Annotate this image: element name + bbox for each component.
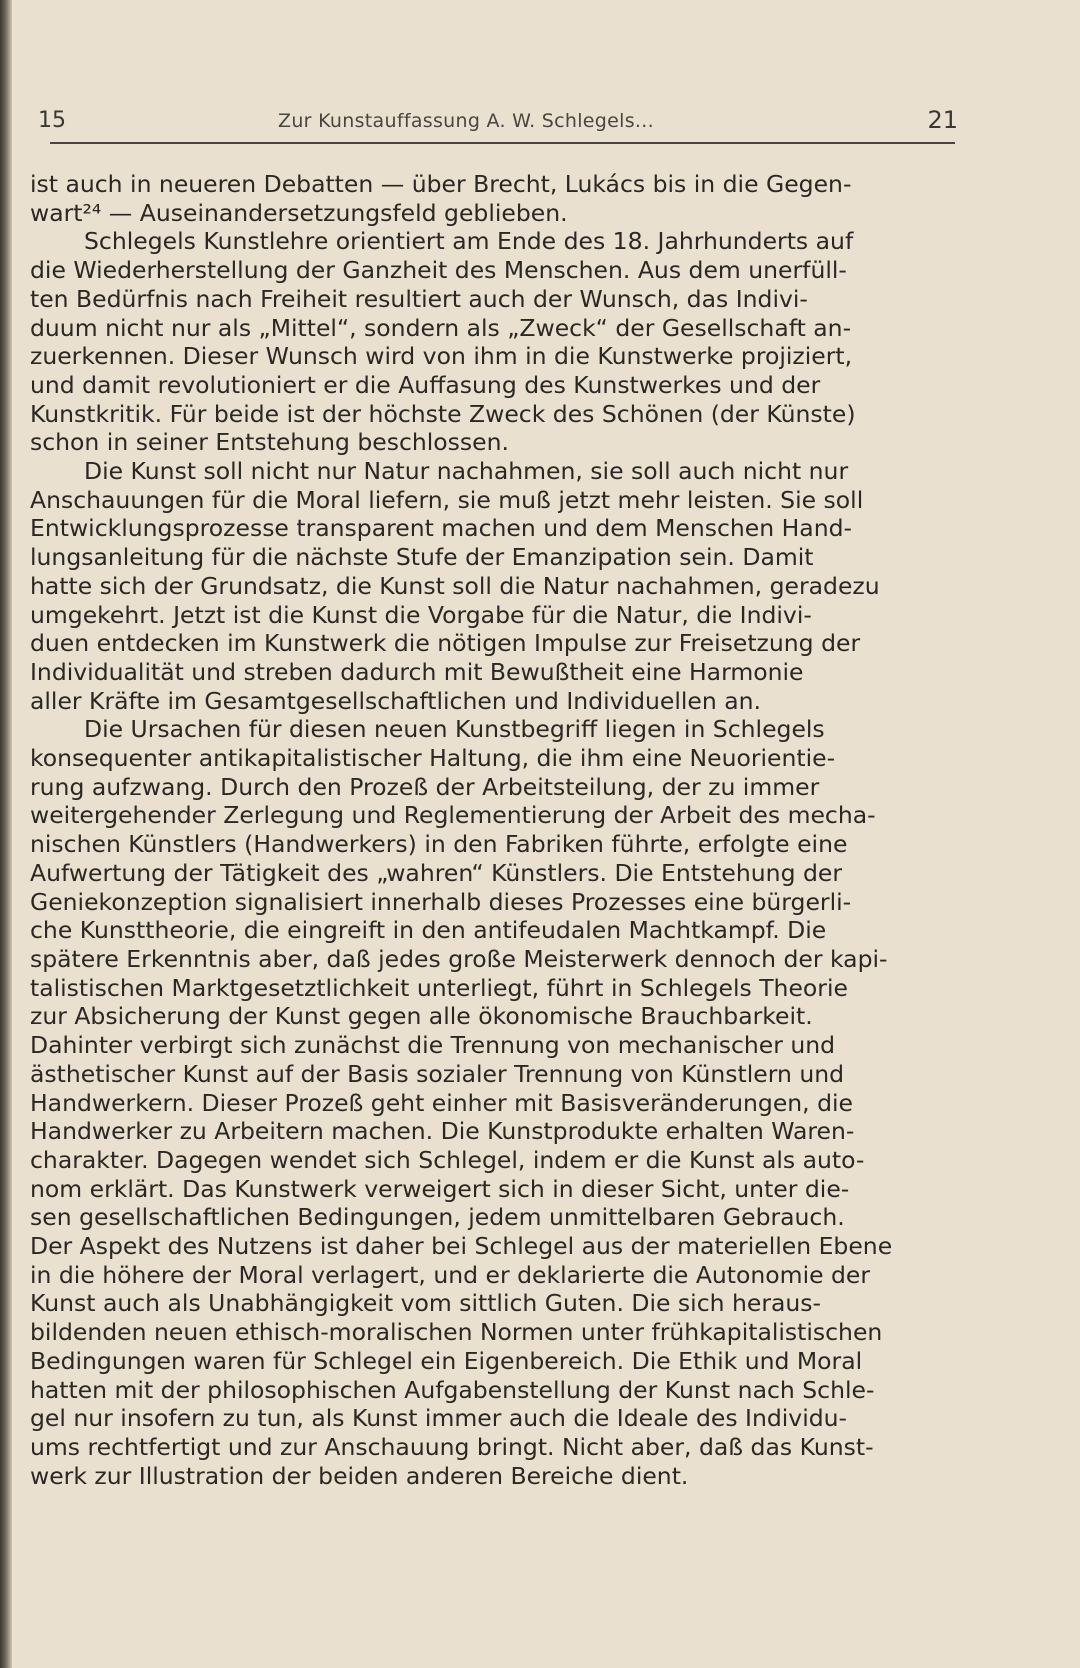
text-line: charakter. Dagegen wendet sich Schlegel, indem er die Kunst als auto- [30, 1145, 865, 1174]
running-head [38, 108, 958, 138]
text-line: spätere Erkenntnis aber, daß jedes große Meisterwerk dennoch der kapi- [30, 944, 888, 973]
text-line: rung aufzwang. Durch den Prozeß der Arbeitsteilung, der zu immer [30, 772, 820, 801]
text-line: werk zur Illustration der beiden anderen Bereiche dient. [30, 1461, 689, 1490]
text-line: Geniekonzeption signalisiert innerhalb dieses Prozesses eine bürgerli- [30, 887, 852, 916]
text-line: Die Kunst soll nicht nur Natur nachahmen, sie soll auch nicht nur [84, 457, 849, 486]
text-line: wart²⁴ — Auseinandersetzungsfeld geblieben. [30, 198, 568, 227]
text-line: nischen Künstlers (Handwerkers) in den Fabriken führte, erfolgte eine [30, 830, 848, 859]
text-line: Individualität und streben dadurch mit Bewußtheit eine Harmonie [30, 657, 804, 686]
text-line: lungsanleitung für die nächste Stufe der Emanzipation sein. Damit [30, 543, 814, 572]
text-line: Bedingungen waren für Schlegel ein Eigenbereich. Die Ethik und Moral [30, 1346, 863, 1375]
page-number: 21 [927, 106, 958, 134]
book-binding-edge [0, 0, 12, 1668]
text-line: Aufwertung der Tätigkeit des „wahren“ Künstlers. Die Entstehung der [30, 858, 842, 887]
text-line: Kunst auch als Unabhängigkeit vom sittlich Guten. Die sich heraus- [30, 1289, 822, 1318]
text-line: Handwerkern. Dieser Prozeß geht einher mit Basisveränderungen, die [30, 1088, 854, 1117]
text-line: weitergehender Zerlegung und Reglementierung der Arbeit des mecha- [30, 801, 876, 830]
text-line: Schlegels Kunstlehre orientiert am Ende des 18. Jahrhunderts auf [84, 227, 854, 256]
text-line: ums rechtfertigt und zur Anschauung bringt. Nicht aber, daß das Kunst- [30, 1432, 874, 1461]
text-line: nom erklärt. Das Kunstwerk verweigert sich in dieser Sicht, unter die- [30, 1174, 850, 1203]
text-line: che Kunsttheorie, die eingreift in den antifeudalen Machtkampf. Die [30, 916, 827, 945]
text-line: schon in seiner Entstehung beschlossen. [30, 428, 509, 457]
text-line: Der Aspekt des Nutzens ist daher bei Schlegel aus der materiellen Ebene [30, 1232, 893, 1261]
text-line: ten Bedürfnis nach Freiheit resultiert auch der Wunsch, das Indivi- [30, 284, 808, 313]
text-line: sen gesellschaftlichen Bedingungen, jedem unmittelbaren Gebrauch. [30, 1203, 845, 1232]
text-line: in die höhere der Moral verlagert, und er deklarierte die Autonomie der [30, 1260, 871, 1289]
text-line: Handwerker zu Arbeitern machen. Die Kunstprodukte erhalten Waren- [30, 1117, 855, 1146]
text-line: Dahinter verbirgt sich zunächst die Trennung von mechanischer und [30, 1031, 836, 1060]
text-line: bildenden neuen ethisch-moralischen Normen unter frühkapitalistischen [30, 1318, 883, 1347]
text-line: gel nur insofern zu tun, als Kunst immer auch die Ideale des Individu- [30, 1404, 848, 1433]
text-line: talistischen Marktgesetztlichkeit unterliegt, führt in Schlegels Theorie [30, 973, 848, 1002]
text-line: konsequenter antikapitalistischer Haltung, die ihm eine Neuorientie- [30, 744, 836, 773]
section-number: 15 [38, 108, 66, 133]
text-line: duen entdecken im Kunstwerk die nötigen Impulse zur Freisetzung der [30, 629, 861, 658]
text-line: die Wiederherstellung der Ganzheit des Menschen. Aus dem unerfüll- [30, 256, 847, 285]
text-line: Entwicklungsprozesse transparent machen und dem Menschen Hand- [30, 514, 852, 543]
text-line: hatte sich der Grundsatz, die Kunst soll die Natur nachahmen, geradezu [30, 571, 880, 600]
header-rule [50, 142, 955, 144]
text-line: umgekehrt. Jetzt ist die Kunst die Vorgabe für die Natur, die Indivi- [30, 600, 812, 629]
text-line: hatten mit der philosophischen Aufgabenstellung der Kunst nach Schle- [30, 1375, 875, 1404]
text-line: aller Kräfte im Gesamtgesellschaftlichen und Individuellen an. [30, 686, 761, 715]
text-line: ist auch in neueren Debatten — über Brecht, Lukács bis in die Gegen- [30, 170, 852, 198]
body-text [30, 170, 965, 1490]
running-title: Zur Kunstauffassung A. W. Schlegels... [278, 110, 654, 132]
text-line: Anschauungen für die Moral liefern, sie muß jetzt mehr leisten. Sie soll [30, 485, 864, 514]
text-line: duum nicht nur als „Mittel“, sondern als „Zweck“ der Gesellschaft an- [30, 313, 852, 342]
text-line: ästhetischer Kunst auf der Basis sozialer Trennung von Künstlern und [30, 1059, 845, 1088]
text-line: und damit revolutioniert er die Auffasung des Kunstwerkes und der [30, 370, 821, 399]
text-line: Kunstkritik. Für beide ist der höchste Zweck des Schönen (der Künste) [30, 399, 856, 428]
text-line: Die Ursachen für diesen neuen Kunstbegriff liegen in Schlegels [84, 715, 825, 744]
text-line: zur Absicherung der Kunst gegen alle ökonomische Brauchbarkeit. [30, 1002, 813, 1031]
text-line: zuerkennen. Dieser Wunsch wird von ihm in die Kunstwerke projiziert, [30, 342, 853, 371]
